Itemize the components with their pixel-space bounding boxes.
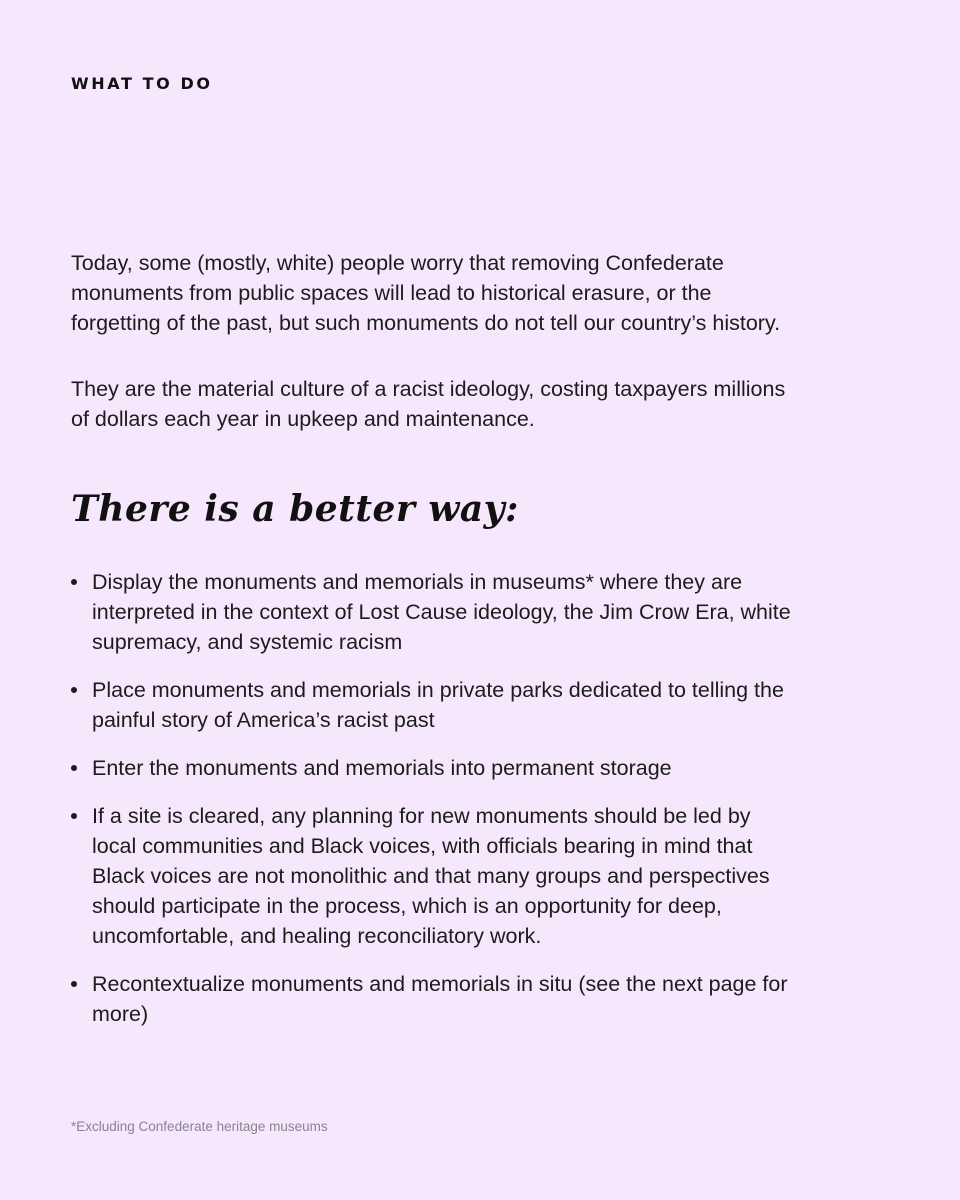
bullet-icon: [71, 813, 77, 819]
recommendation-list: [71, 567, 791, 1029]
list-item-text: If a site is cleared, any planning for new monuments should be led by local communities and Black voices, with officials bearing in mind that Black voices are not monolithic and that many groups and perspectives should participate in the process, which is an opportunity for deep, uncomfortable, and healing reconciliatory work.: [92, 804, 770, 948]
bullet-icon: [71, 981, 77, 987]
list-item-text: Place monuments and memorials in private parks dedicated to telling the painful story of America’s racist past: [92, 678, 784, 732]
bullet-icon: [71, 765, 77, 771]
section-label: WHAT TO DO: [71, 74, 213, 93]
list-item-text: Recontextualize monuments and memorials in situ (see the next page for more): [92, 972, 788, 1026]
list-item-text: Display the monuments and memorials in museums* where they are interpreted in the context of Lost Cause ideology, the Jim Crow Era, white supremacy, and systemic racism: [92, 570, 791, 654]
list-item: [71, 801, 791, 951]
list-item-text: Enter the monuments and memorials into permanent storage: [92, 756, 672, 780]
bullet-icon: [71, 579, 77, 585]
main-content: [71, 248, 791, 1029]
ideology-paragraph: They are the material culture of a racist ideology, costing taxpayers millions of dollars each year in upkeep and maintenance.: [71, 377, 786, 431]
list-item: [71, 969, 791, 1029]
footnote: *Excluding Confederate heritage museums: [71, 1119, 328, 1134]
subheading: There is a better way:: [71, 488, 519, 530]
bullet-icon: [71, 687, 77, 693]
list-item: [71, 753, 791, 783]
list-item: [71, 567, 791, 657]
intro-paragraph: Today, some (mostly, white) people worry that removing Confederate monuments from public spaces will lead to historical erasure, or the forgetting of the past, but such monuments do not tell our country’s history.: [71, 251, 781, 335]
list-item: [71, 675, 791, 735]
